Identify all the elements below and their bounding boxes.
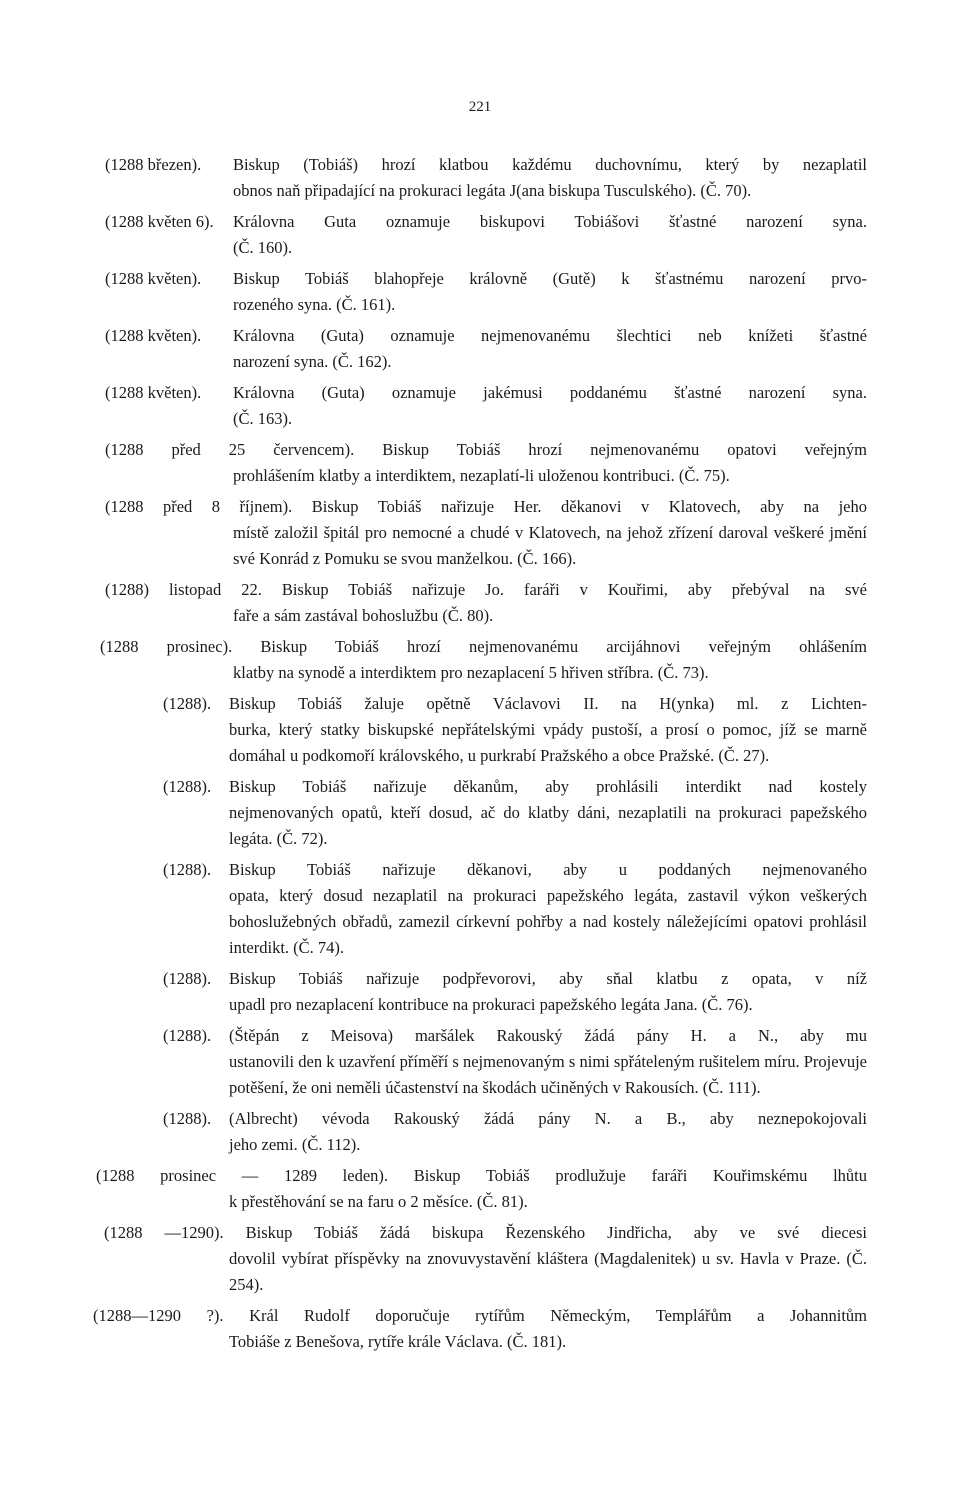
entry-date: (1288 květen). xyxy=(105,269,202,288)
regest-entry xyxy=(0,966,960,1018)
entry-date: (1288 květen). xyxy=(105,383,202,402)
entry-text-first: Královna (Guta) oznamuje jakémusi poddanému šťastné narození syna. xyxy=(233,383,867,402)
entry-date: (1288 —1290). xyxy=(104,1223,224,1242)
entry-text-first: (1288) listopad 22. Biskup Tobiáš nařizuje Jo. faráři v Kouřimi, aby přebýval na své xyxy=(105,580,867,599)
entry-date: (1288). xyxy=(163,1026,212,1045)
regest-entry xyxy=(0,1163,960,1215)
regest-entry xyxy=(0,323,960,375)
regest-entry xyxy=(0,691,960,769)
entry-date: (1288 před 8 říjnem). xyxy=(105,497,293,516)
entry-date: (1288). xyxy=(163,777,212,796)
entry-text-first: Biskup Tobiáš blahopřeje královně (Gutě) k šťastnému narození prvo- xyxy=(233,269,867,288)
entry-text-first: (1288 prosinec). Biskup Tobiáš hrozí nejmenovanému arcijáhnovi veřejným ohlášením xyxy=(100,637,867,656)
entry-text-first: (1288 před 25 červencem). Biskup Tobiáš hrozí nejmenovanému opatovi veřejným xyxy=(105,440,867,459)
entry-text-first: (Štěpán z Meisova) maršálek Rakouský žádá pány H. a N., aby mu xyxy=(229,1026,867,1045)
regest-entry xyxy=(0,1303,960,1355)
entry-text-first: Biskup (Tobiáš) hrozí klatbou každému duchovnímu, který by nezaplatil xyxy=(233,155,867,174)
entry-text: klatby na synodě a interdiktem pro nezaplacení 5 hřiven stříbra. (Č. 73). xyxy=(233,663,709,682)
entry-text: opata, který dosud nezaplatil na prokuraci papežského legáta, zastavil výkon veškerých bohoslužebných obřadů, zamezil církevní pohřby a nad kostely náležejícími opatovi prohlásil interdikt. (Č. 74). xyxy=(229,886,867,957)
entry-text-first: (1288 prosinec — 1289 leden). Biskup Tobiáš prodlužuje faráři Kouřimskému lhůtu xyxy=(96,1166,867,1185)
regest-entry xyxy=(0,577,960,629)
entry-text: faře a sám zastával bohoslužbu (Č. 80). xyxy=(233,606,494,625)
entry-text: nejmenovaných opatů, kteří dosud, ač do klatby dáni, nezaplatili na prokuraci papežského legáta. (Č. 72). xyxy=(229,803,867,848)
entry-text-first: Královna (Guta) oznamuje nejmenovanému šlechtici neb knížeti šťastné xyxy=(233,326,867,345)
entry-text: upadl pro nezaplacení kontribuce na prokuraci papežského legáta Jana. (Č. 76). xyxy=(229,995,753,1014)
page-number: 221 xyxy=(468,99,492,115)
entry-text-first: Biskup Tobiáš nařizuje děkanům, aby prohlásili interdikt nad kostely xyxy=(229,777,867,796)
entry-text-first: Biskup Tobiáš nařizuje podpřevorovi, aby sňal klatbu z opata, v níž xyxy=(229,969,867,988)
entry-date: (1288 prosinec). xyxy=(100,637,233,656)
entry-text: (Č. 163). xyxy=(233,409,293,428)
regest-entry xyxy=(0,380,960,432)
entry-date: (1288 květen). xyxy=(105,326,202,345)
entry-text: ustanovili den k uzavření příměří s nejmenovaným s nimi spřáteleným rušitelem míru. Projevuje potěšení, že oni neměli účastenství na škodách učiněných v Rakousích. (Č. 111). xyxy=(229,1052,867,1097)
regest-entry xyxy=(0,774,960,852)
entry-text-first: (Albrecht) vévoda Rakouský žádá pány N. a B., aby neznepokojovali xyxy=(229,1109,867,1128)
entry-text-first: Biskup Tobiáš nařizuje děkanovi, aby u poddaných nejmenovaného xyxy=(229,860,867,879)
regest-entry xyxy=(0,634,960,686)
entry-text: k přestěhování se na faru o 2 měsíce. (Č. 81). xyxy=(229,1192,528,1211)
regest-entry xyxy=(0,1106,960,1158)
entry-text-first: Biskup Tobiáš žaluje opětně Václavovi II. na H(ynka) ml. z Lichten- xyxy=(229,694,867,713)
entry-date: (1288 prosinec — 1289 leden). xyxy=(96,1166,389,1185)
entry-date: (1288 březen). xyxy=(105,155,202,174)
regest-entry xyxy=(0,1220,960,1298)
regest-entry xyxy=(0,437,960,489)
entry-date: (1288). xyxy=(163,969,212,988)
regest-entry xyxy=(0,152,960,204)
entry-text-first: (1288—1290 ?). Král Rudolf doporučuje rytířům Německým, Templářům a Johannitům xyxy=(93,1306,867,1325)
entry-text: dovolil vybírat příspěvky na znovuvystavění kláštera (Magdalenitek) u sv. Havla v Praze. (Č. 254). xyxy=(229,1249,867,1294)
entry-date: (1288). xyxy=(163,694,212,713)
entry-date: (1288—1290 ?). xyxy=(93,1306,224,1325)
entry-text: obnos naň připadající na prokuraci legáta J(ana biskupa Tusculského). (Č. 70). xyxy=(233,181,752,200)
entry-date: (1288 květen 6). xyxy=(105,212,214,231)
entry-text-first: Královna Guta oznamuje biskupovi Tobiášovi šťastné narození syna. xyxy=(233,212,867,231)
entry-text: jeho zemi. (Č. 112). xyxy=(229,1135,361,1154)
entry-text: narození syna. (Č. 162). xyxy=(233,352,392,371)
regest-list xyxy=(0,152,960,1360)
entry-text: burka, který statky biskupské nepřátelskými vpády pustoší, a prosí o pomoc, jíž se marně domáhal u podkomoří královského, u purkrabí Pražského a obce Pražské. (Č. 27). xyxy=(229,720,867,765)
entry-text: prohlášením klatby a interdiktem, nezaplatí-li uloženou kontribuci. (Č. 75). xyxy=(233,466,730,485)
regest-entry xyxy=(0,494,960,572)
regest-entry xyxy=(0,1023,960,1101)
entry-text-first: (1288 —1290). Biskup Tobiáš žádá biskupa Řezenského Jindřicha, aby ve své diecesi xyxy=(104,1223,868,1242)
entry-text: místě založil špitál pro nemocné a chudé v Klatovech, na jehož zřízení daroval veškeré jmění své Konrád z Pomuku se svou manželkou. (Č. 166). xyxy=(233,523,867,568)
entry-date: (1288). xyxy=(163,860,212,879)
regest-entry xyxy=(0,209,960,261)
entry-text: Tobiáše z Benešova, rytíře krále Václava. (Č. 181). xyxy=(229,1332,567,1351)
entry-date: (1288). xyxy=(163,1109,212,1128)
regest-entry xyxy=(0,857,960,961)
entry-text-first: (1288 před 8 říjnem). Biskup Tobiáš nařizuje Her. děkanovi v Klatovech, aby na jeho xyxy=(105,497,867,516)
entry-date: (1288) listopad 22. xyxy=(105,580,262,599)
entry-text: (Č. 160). xyxy=(233,238,293,257)
regest-entry xyxy=(0,266,960,318)
entry-text: rozeného syna. (Č. 161). xyxy=(233,295,396,314)
entry-date: (1288 před 25 červencem). xyxy=(105,440,355,459)
